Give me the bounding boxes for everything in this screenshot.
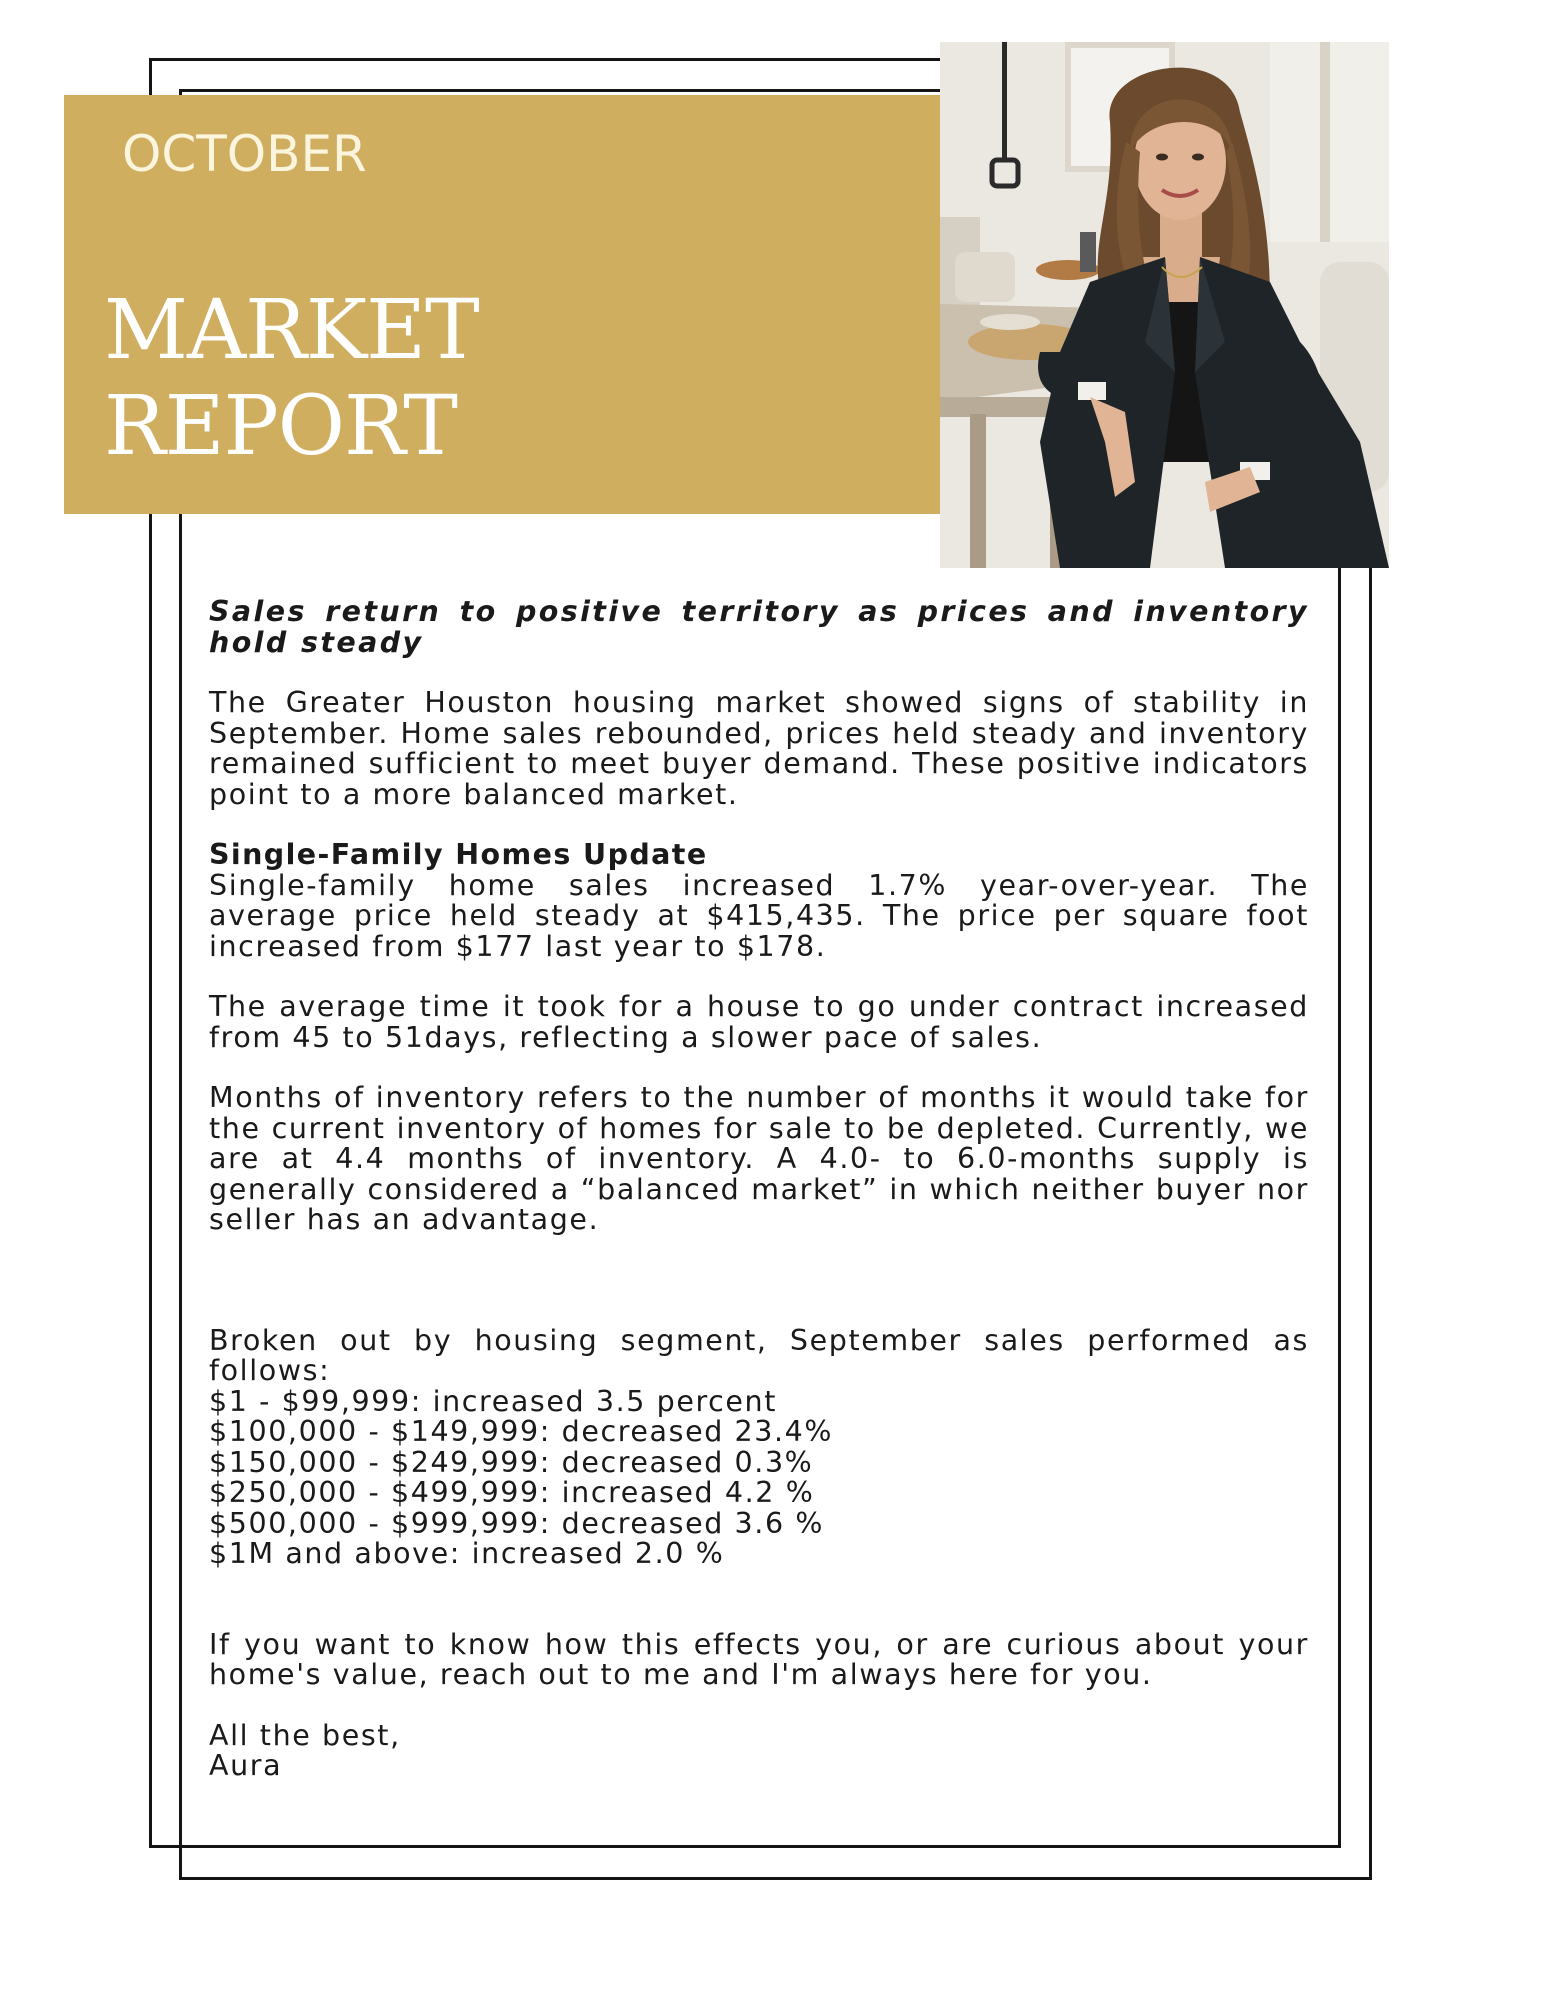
section-heading: Single-Family Homes Update (209, 838, 708, 871)
spacer (209, 1600, 1309, 1630)
signoff: All the best, (209, 1718, 401, 1752)
spacer (209, 1236, 1309, 1266)
signature: Aura (209, 1749, 283, 1782)
segment-item: $250,000 - $499,999: increased 4.2 % (209, 1476, 815, 1509)
segment-item: $1M and above: increased 2.0 % (209, 1537, 725, 1570)
segment-item: $150,000 - $249,999: decreased 0.3% (209, 1445, 814, 1479)
days-on-market-paragraph: The average time it took for a house to go under contract increased from 45 to 51days, reflecting a slower pace of sales. (209, 990, 1309, 1054)
segment-item: $1 - $99,999: increased 3.5 percent (209, 1384, 777, 1418)
spacer (209, 658, 1309, 688)
sales-paragraph: Single-family home sales increased 1.7% year-over-year. The average price held steady at $415,435. The price per square foot increased from $177 last year to $178. (209, 868, 1309, 963)
report-title (104, 283, 479, 475)
spacer (209, 1570, 1309, 1600)
report-month: OCTOBER (122, 125, 367, 183)
agent-portrait-illustration (940, 42, 1389, 568)
closing-paragraph: If you want to know how this effects you, or are curious about your home's value, reach out to me and I'm always here for you. (209, 1627, 1309, 1691)
article-body (209, 597, 1309, 1782)
segment-item: $100,000 - $149,999: decreased 23.4% (209, 1415, 834, 1448)
segment-item: $500,000 - $999,999: decreased 3.6 % (209, 1506, 825, 1540)
header-banner (64, 95, 940, 514)
spacer (209, 1296, 1309, 1326)
inventory-paragraph: Months of inventory refers to the number of months it would take for the current inventory of homes for sale to be depleted. Currently, we are at 4.4 months of inventory. A 4.0- to 6.0-months supply is generally considered a “balanced market” in which neither buyer nor seller has an advantage. (209, 1081, 1309, 1236)
spacer (209, 962, 1309, 992)
spacer (209, 1691, 1309, 1721)
article-headline: Sales return to positive territory as prices and inventory hold steady (209, 595, 1309, 659)
agent-photo (940, 42, 1389, 568)
spacer (209, 1053, 1309, 1083)
intro-paragraph: The Greater Houston housing market showed signs of stability in September. Home sales rebounded, prices held steady and inventory remained sufficient to meet buyer demand. These positive indicators point to a more balanced market. (209, 686, 1309, 811)
segments-intro: Broken out by housing segment, September sales performed as follows: (209, 1323, 1309, 1387)
report-title-line-2: REPORT (104, 379, 457, 474)
spacer (209, 810, 1309, 840)
spacer (209, 1266, 1309, 1296)
report-title-line-1: MARKET (104, 283, 479, 378)
